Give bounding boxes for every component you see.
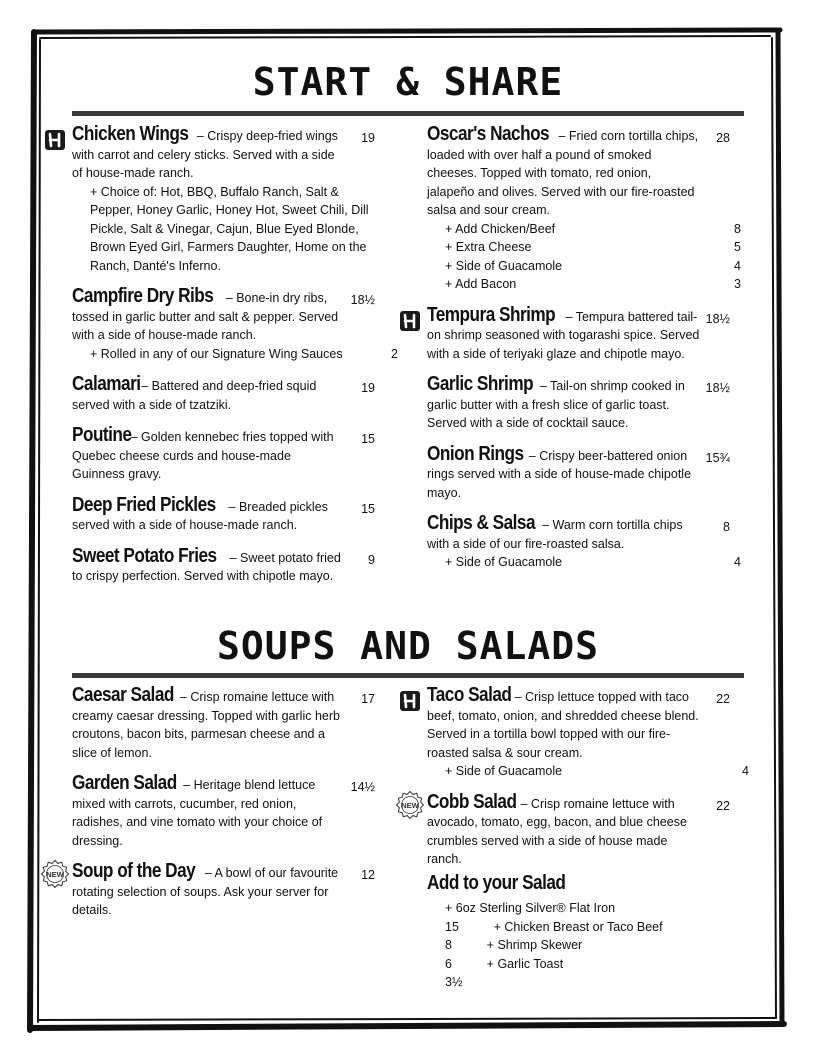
option-text: + Side of Guacamole	[445, 258, 563, 273]
item-option	[427, 257, 741, 276]
item-price: 18½	[705, 381, 730, 395]
menu-item	[72, 373, 375, 414]
option-price: 5	[734, 240, 741, 254]
item-price: 15¾	[705, 450, 730, 465]
section-title-soups: SOUPS AND SALADS	[216, 624, 600, 668]
item-price: 28	[716, 131, 730, 145]
item-name: Caesar Salad	[72, 684, 174, 706]
item-price: 17	[361, 692, 375, 706]
add-salad-line: 15 + Chicken Breast or Taco Beef	[445, 919, 663, 934]
item-price: 22	[716, 798, 730, 813]
add-salad-line: 8 + Shrimp Skewer	[445, 938, 583, 952]
item-price: 22	[716, 692, 730, 706]
item-name: Garlic Shrimp	[427, 373, 534, 395]
item-name: Cobb Salad	[427, 790, 517, 813]
item-option	[427, 762, 749, 781]
add-salad-line: 6 + Garlic Toast	[445, 956, 564, 971]
option-price: 4	[734, 258, 741, 273]
item-name: Poutine	[72, 424, 132, 446]
item-description: – Golden kennebec fries topped with Quebec cheese curds and house-made Guinness gravy.	[72, 430, 334, 481]
item-description: – Crisp romaine lettuce with avocado, tomato, egg, bacon, and blue cheese crumbles served with a side of house made ranch.	[427, 796, 687, 866]
option-text: + Side of Guacamole	[445, 764, 563, 778]
menu-item	[72, 123, 375, 275]
item-description: – Bone-in dry ribs, tossed in garlic butter and salt & pepper. Served with a side of house-made ranch.	[72, 291, 339, 342]
item-name: Soup of the Day	[72, 860, 196, 882]
item-description: – Crispy deep-fried wings with carrot and celery sticks. Served with a side of house-made ranch.	[72, 129, 338, 180]
item-name: Chicken Wings	[72, 123, 189, 145]
menu-item	[427, 684, 749, 781]
item-name: Campfire Dry Ribs	[72, 285, 214, 307]
section-rule	[72, 111, 744, 116]
house-h-icon	[399, 310, 421, 332]
item-option	[72, 183, 372, 276]
option-text: + Add Chicken/Beef	[445, 221, 556, 236]
right-column-start	[427, 123, 741, 584]
item-name: Chips & Salsa	[427, 512, 536, 534]
menu-item	[427, 442, 730, 503]
svg-text:NEW: NEW	[46, 869, 64, 879]
option-text: + Side of Guacamole	[445, 555, 563, 569]
item-name: Deep Fried Pickles	[72, 493, 216, 516]
left-column-soups	[46, 684, 375, 932]
menu-item	[427, 512, 741, 572]
menu-item	[72, 285, 398, 363]
menu-item	[72, 493, 375, 535]
section-rule	[72, 673, 744, 678]
item-option	[72, 345, 398, 364]
menu-item	[72, 684, 375, 762]
left-column-start	[72, 123, 398, 598]
add-salad-line: 3½	[445, 975, 463, 989]
item-name: Taco Salad	[427, 684, 512, 706]
item-description: – Crispy beer-battered onion rings served with a side of house-made chipotle mayo.	[427, 448, 692, 500]
item-option	[427, 238, 741, 257]
option-text: + Extra Cheese	[445, 240, 532, 254]
item-option	[427, 553, 741, 572]
item-description: – Crisp lettuce topped with taco beef, tomato, onion, and shredded cheese blend. Served in a tortilla bowl topped with our fire-roasted salsa & sour cream.	[427, 690, 699, 760]
item-price: 12	[361, 868, 375, 882]
item-name: Garden Salad	[72, 772, 177, 794]
item-description: – Breaded pickles served with a side of house-made ranch.	[72, 499, 328, 532]
item-option	[427, 220, 741, 239]
option-price: 3	[734, 277, 741, 291]
add-salad-title: Add to your Salad	[427, 872, 566, 894]
item-description: – Crisp romaine lettuce with creamy caesar dressing. Topped with garlic herb croutons, bacon bits, parmesan cheese and a slice of lemon.	[72, 690, 340, 760]
item-price: 19	[361, 131, 375, 145]
option-price: 2	[391, 346, 398, 361]
add-salad-options	[427, 899, 727, 992]
item-price: 9	[368, 552, 375, 567]
item-description: – Fried corn tortilla chips, loaded with over half a pound of smoked cheeses. Topped with tomato, red onion, jalapeño and olives. Served with our fire-roasted salsa and sour cream.	[427, 129, 699, 217]
svg-text:NEW: NEW	[401, 800, 419, 810]
menu-item	[401, 790, 730, 869]
option-price: 4	[734, 555, 741, 569]
item-option	[427, 275, 741, 294]
option-text: + Rolled in any of our Signature Wing Sauces	[90, 346, 343, 361]
item-name: Oscar's Nachos	[427, 123, 550, 145]
menu-item	[72, 544, 375, 586]
option-price: 4	[742, 764, 749, 778]
section-title-start: START & SHARE	[252, 60, 564, 104]
item-description: – Sweet potato fried to crispy perfection. Served with chipotle mayo.	[72, 550, 341, 583]
item-description: – Tempura battered tail-on shrimp seasoned with togarashi spice. Served with a side of teriyaki glaze and chipotle mayo.	[427, 309, 700, 361]
right-column-soups	[401, 684, 749, 881]
house-h-icon	[399, 690, 421, 712]
option-text: + Add Bacon	[445, 277, 517, 291]
item-price: 14½	[350, 780, 375, 794]
item-price: 18½	[705, 311, 730, 326]
add-salad-line: + 6oz Sterling Silver® Flat Iron	[445, 901, 616, 915]
house-h-icon	[44, 129, 66, 151]
item-name: Onion Rings	[427, 442, 524, 465]
option-price: 8	[734, 221, 741, 236]
item-name: Sweet Potato Fries	[72, 544, 217, 567]
item-description: – Tail-on shrimp cooked in garlic butter with a fresh slice of garlic toast. Served with a side of cocktail sauce.	[427, 379, 685, 430]
item-price: 15	[361, 432, 375, 446]
item-name: Tempura Shrimp	[427, 303, 556, 326]
item-price: 19	[361, 381, 375, 395]
menu-item	[46, 860, 375, 920]
item-name: Calamari	[72, 373, 141, 395]
item-description: – Warm corn tortilla chips with a side of our fire-roasted salsa.	[427, 518, 683, 551]
item-price: 18½	[350, 293, 375, 307]
menu-item	[427, 373, 730, 433]
add-to-salad	[427, 872, 727, 992]
item-price: 8	[723, 520, 730, 534]
menu-item	[72, 772, 375, 850]
option-text: + Choice of: Hot, BBQ, Buffalo Ranch, Salt & Pepper, Honey Garlic, Honey Hot, Sweet Chili, Dill Pickle, Salt & Vinegar, Cajun, Blue Eyed Blonde, Brown Eyed Girl, Farmers Daughter, Home on the Ranch, Danté's Inferno.	[90, 184, 369, 273]
new-badge-icon	[41, 860, 69, 888]
item-description: – Heritage blend lettuce mixed with carrots, cucumber, red onion, radishes, and vine tomato with your choice of dressing.	[72, 778, 323, 848]
menu-item	[72, 424, 375, 484]
menu-item	[427, 303, 730, 364]
item-description: – A bowl of our favourite rotating selection of soups. Ask your server for details.	[72, 866, 339, 917]
item-description: – Battered and deep-fried squid served with a side of tzatziki.	[72, 379, 317, 412]
menu-item	[427, 123, 741, 294]
new-badge-icon	[396, 791, 424, 819]
item-price: 15	[361, 501, 375, 516]
